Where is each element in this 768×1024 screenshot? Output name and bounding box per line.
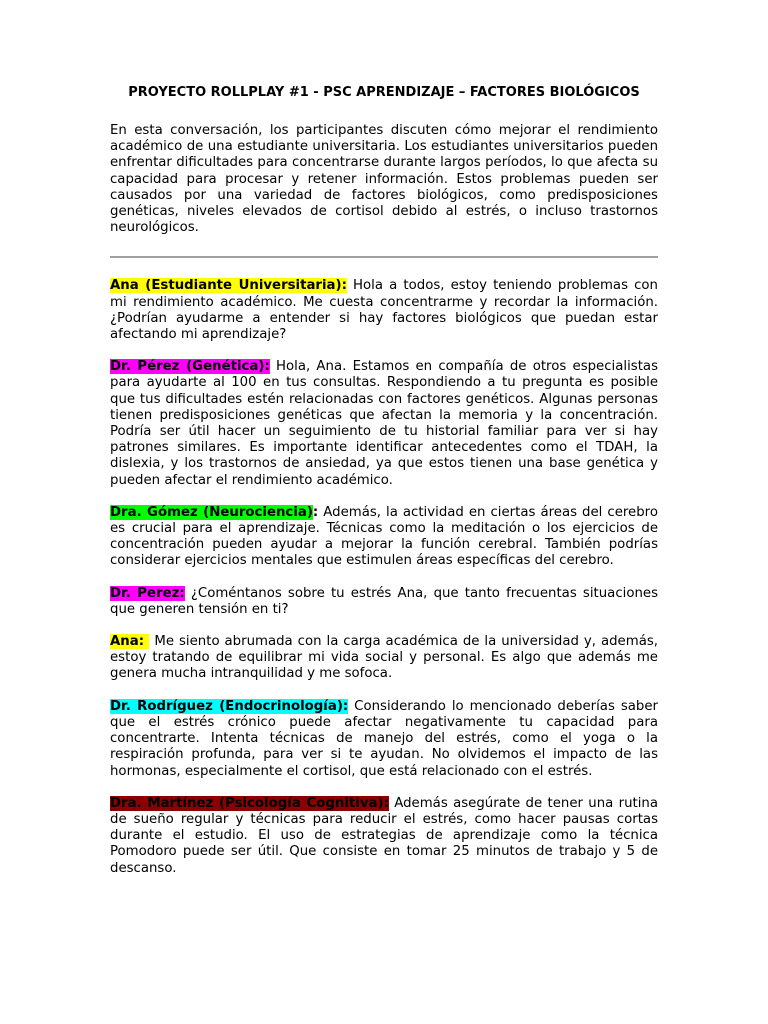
dialogue-text: Me siento abrumada con la carga académica de la universidad y, además, estoy tratando de equilibrar mi vida social y personal. Es algo que además me genera mucha intranquilidad y me sofoca. xyxy=(110,634,658,682)
speaker-label: Ana: xyxy=(110,634,150,650)
dialogue-entry-perez-1 xyxy=(110,359,658,489)
speaker-label: Dra. Martínez (Psicología Cognitiva): xyxy=(110,795,389,811)
dialogue-text: Considerando lo mencionado deberías saber que el estrés crónico puede afectar negativamente tu capacidad para concentrarte. Intenta técnicas de manejo del estrés, como el yoga o la respiración profunda, para ver si te ayudan. No olvidemos el impacto de las hormonas, especialmente el cortisol, que está relacionado con el estrés. xyxy=(110,698,658,779)
dialogue-entry-ana-1 xyxy=(110,278,658,343)
speaker-label: Dra. Gómez (Neurociencia) xyxy=(110,504,313,520)
dialogue-text: Además asegúrate de tener una rutina de sueño regular y técnicas para reducir el estrés, como hacer pausas cortas durante el estudio. El uso de estrategias de aprendizaje como la técnica Pomodoro puede ser útil. Que consiste en tomar 25 minutos de trabajo y 5 de descanso. xyxy=(110,795,658,876)
section-divider xyxy=(110,256,658,258)
dialogue-text: Hola a todos, estoy teniendo problemas con mi rendimiento académico. Me cuesta concentrarme y recordar la información. ¿Podrían ayudarme a entender si hay factores biológicos que puedan estar afectando mi aprendizaje? xyxy=(110,278,658,343)
dialogue-text: ¿Coméntanos sobre tu estrés Ana, que tanto frecuentas situaciones que generen tensión en ti? xyxy=(110,585,658,617)
document-page xyxy=(110,85,658,893)
speaker-label: Dr. Rodríguez (Endocrinología): xyxy=(110,698,349,714)
speaker-label: Dr. Perez: xyxy=(110,585,185,601)
speaker-label: Ana (Estudiante Universitaria): xyxy=(110,278,347,294)
document-title: PROYECTO ROLLPLAY #1 - PSC APRENDIZAJE – FACTORES BIOLÓGICOS xyxy=(128,85,640,100)
dialogue-section xyxy=(110,278,658,876)
speaker-suffix: : xyxy=(312,504,319,520)
dialogue-entry-ana-2 xyxy=(110,634,658,683)
dialogue-text: Hola, Ana. Estamos en compañía de otros especialistas para ayudarte al 100 en tus consultas. Respondiendo a tu pregunta es posible que tus dificultades estén relacionadas con factores genéticos. Algunas personas tienen predisposiciones genéticas que afectan la memoria y la concentración. Podría ser útil hacer un seguimiento de tu historial familiar para ver si hay patrones similares. Es importante identificar antecedentes como el TDAH, la dislexia, y los trastornos de ansiedad, ya que estos tienen una base genética y pueden afectar el rendimiento académico. xyxy=(110,359,658,488)
intro-paragraph: En esta conversación, los participantes discuten cómo mejorar el rendimiento académico de una estudiante universitaria. Los estudiantes universitarios pueden enfrentar dificultades para concentrarse durante largos períodos, lo que afecta su capacidad para procesar y retener información. Estos problemas pueden ser causados por una variedad de factores biológicos, como predisposiciones genéticas, niveles elevados de cortisol debido al estrés, o incluso trastornos neurológicos. xyxy=(110,123,658,236)
dialogue-entry-rodriguez xyxy=(110,699,658,780)
dialogue-entry-martinez xyxy=(110,796,658,877)
dialogue-entry-perez-2 xyxy=(110,586,658,618)
speaker-label: Dr. Pérez (Genética): xyxy=(110,359,270,375)
dialogue-text: Además, la actividad en ciertas áreas del cerebro es crucial para el aprendizaje. Técnicas como la meditación o los ejercicios de concentración pueden ayudar a mejorar la función cerebral. También podrías considerar ejercicios mentales que estimulen áreas específicas del cerebro. xyxy=(110,504,658,569)
dialogue-entry-gomez xyxy=(110,505,658,570)
